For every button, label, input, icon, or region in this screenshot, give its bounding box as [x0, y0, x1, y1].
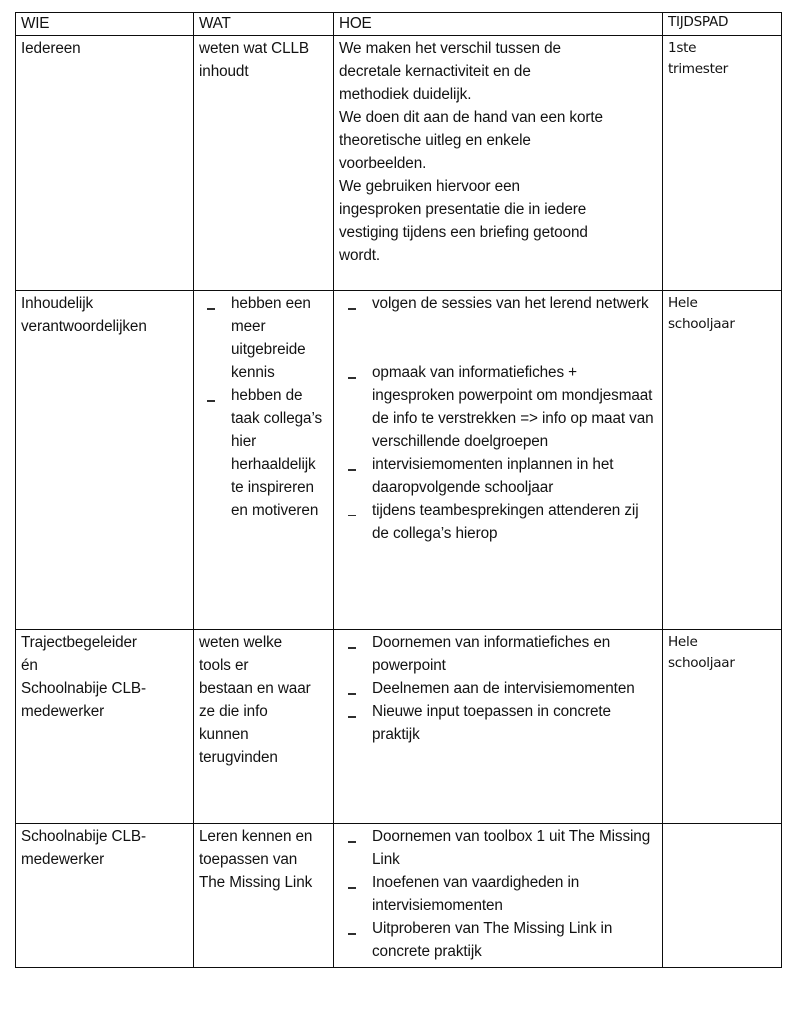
- list-item-label: hebben de taak collega’s hier herhaaldelijk te inspireren en motiveren: [231, 386, 323, 519]
- list-item-label: Doornemen van toolbox 1 uit The Missing Link: [372, 828, 651, 869]
- list-item: [339, 678, 658, 701]
- cell-paragraph: [668, 38, 777, 79]
- text-line: inhoudt: [199, 63, 249, 81]
- text-line: kunnen: [199, 725, 249, 743]
- column-header-hoe-label: HOE: [339, 15, 372, 32]
- cell-paragraph: [668, 632, 777, 673]
- list-item: [339, 872, 658, 918]
- text-line: tools er: [199, 657, 249, 675]
- action-plan-table: [15, 12, 782, 968]
- text-line: methodiek duidelijk.: [339, 85, 472, 103]
- text-line: We maken het verschil tussen de: [339, 40, 561, 58]
- text-line: trimester: [668, 60, 728, 77]
- list-item-label: Nieuwe input toepassen in concrete praktijk: [372, 702, 611, 743]
- cell-wie: [16, 630, 194, 824]
- column-header-wie: [16, 13, 194, 36]
- text-line: toepassen van: [199, 851, 298, 869]
- list-item: [339, 701, 658, 747]
- list-item: [199, 293, 329, 385]
- cell-wat: [194, 36, 334, 291]
- text-line: weten wat CLLB: [199, 40, 309, 58]
- text-line: 1ste: [668, 40, 697, 57]
- list-item: [339, 500, 658, 546]
- cell-wat: [194, 291, 334, 630]
- cell-paragraph: [199, 632, 329, 770]
- list-item-label: Inoefenen van vaardigheden in intervisiemomenten: [372, 873, 580, 914]
- cell-tijdspad: [663, 291, 782, 630]
- text-line: bestaan en waar: [199, 679, 311, 697]
- column-header-wat-label: WAT: [199, 15, 231, 32]
- dash-bullet-list: [339, 293, 658, 545]
- text-line: Leren kennen en: [199, 828, 313, 846]
- text-line: Hele: [668, 634, 698, 651]
- text-line: ze die info: [199, 702, 268, 720]
- text-line: medewerker: [21, 702, 105, 720]
- text-line: én: [21, 657, 38, 675]
- cell-wie: [16, 36, 194, 291]
- list-item: [339, 826, 658, 872]
- dash-bullet-list: [199, 293, 329, 522]
- cell-hoe: [334, 824, 663, 968]
- cell-tijdspad: [663, 824, 782, 968]
- cell-hoe: [334, 36, 663, 291]
- text-line: The Missing Link: [199, 873, 313, 891]
- text-line: decretale kernactiviteit en de: [339, 63, 531, 81]
- text-line: Iedereen: [21, 40, 81, 58]
- list-spacer: [339, 316, 658, 362]
- list-item: [339, 918, 658, 964]
- cell-paragraph: [21, 293, 189, 339]
- text-line: wordt.: [339, 246, 381, 264]
- list-item-label: hebben een meer uitgebreide kennis: [231, 295, 311, 381]
- column-header-tijdspad: [663, 13, 782, 36]
- table-row: [16, 630, 782, 824]
- text-line: medewerker: [21, 851, 105, 869]
- text-line: verantwoordelijken: [21, 318, 147, 336]
- cell-wat: [194, 824, 334, 968]
- text-line: schooljaar: [668, 315, 735, 332]
- table-row: [16, 36, 782, 291]
- text-line: vestiging tijdens een briefing getoond: [339, 223, 588, 241]
- text-line: Hele: [668, 295, 698, 312]
- list-item: [199, 385, 329, 523]
- cell-paragraph: [21, 632, 189, 724]
- cell-wat: [194, 630, 334, 824]
- list-item: [339, 454, 658, 500]
- text-line: Trajectbegeleider: [21, 634, 137, 652]
- column-header-hoe: [334, 13, 663, 36]
- text-line: Inhoudelijk: [21, 295, 94, 313]
- text-line: We gebruiken hiervoor een: [339, 177, 520, 195]
- table-row: [16, 291, 782, 630]
- cell-wie: [16, 291, 194, 630]
- cell-tijdspad: [663, 36, 782, 291]
- text-line: We doen dit aan de hand van een korte: [339, 108, 603, 126]
- list-item-label: intervisiemomenten inplannen in het daaropvolgende schooljaar: [372, 455, 614, 496]
- dash-bullet-list: [339, 826, 658, 964]
- cell-hoe: [334, 291, 663, 630]
- cell-paragraph: [199, 826, 329, 895]
- cell-paragraph: [339, 38, 658, 267]
- text-line: terugvinden: [199, 748, 278, 766]
- column-header-tijdspad-label: TIJDSPAD: [668, 14, 729, 30]
- list-item-label: volgen de sessies van het lerend netwerk: [372, 295, 649, 313]
- text-line: ingesproken presentatie die in iedere: [339, 200, 587, 218]
- table-body: [16, 13, 782, 968]
- list-item: [339, 293, 658, 316]
- column-header-wie-label: WIE: [21, 15, 50, 32]
- list-item: [339, 632, 658, 678]
- list-item-label: Uitproberen van The Missing Link in concrete praktijk: [372, 919, 613, 960]
- cell-wie: [16, 824, 194, 968]
- cell-paragraph: [199, 38, 329, 84]
- list-item-label: Deelnemen aan de intervisiemomenten: [372, 679, 635, 697]
- text-line: Schoolnabije CLB-: [21, 828, 146, 846]
- list-item-label: tijdens teambesprekingen attenderen zij de collega’s hierop: [372, 501, 639, 542]
- text-line: voorbeelden.: [339, 154, 427, 172]
- list-item-label: Doornemen van informatiefiches en powerpoint: [372, 634, 611, 675]
- cell-paragraph: [21, 38, 189, 61]
- column-header-wat: [194, 13, 334, 36]
- cell-paragraph: [668, 293, 777, 334]
- dash-bullet-list: [339, 632, 658, 747]
- table-header-row: [16, 13, 782, 36]
- table-row: [16, 824, 782, 968]
- text-line: Schoolnabije CLB-: [21, 679, 146, 697]
- cell-paragraph: [21, 826, 189, 872]
- text-line: weten welke: [199, 634, 283, 652]
- text-line: theoretische uitleg en enkele: [339, 131, 531, 149]
- list-item: [339, 362, 658, 454]
- cell-hoe: [334, 630, 663, 824]
- cell-tijdspad: [663, 630, 782, 824]
- list-item-label: opmaak van informatiefiches + ingesproken powerpoint om mondjesmaat de info te verstrekken => info op maat van verschillende doelgroepen: [372, 364, 654, 450]
- text-line: schooljaar: [668, 654, 735, 671]
